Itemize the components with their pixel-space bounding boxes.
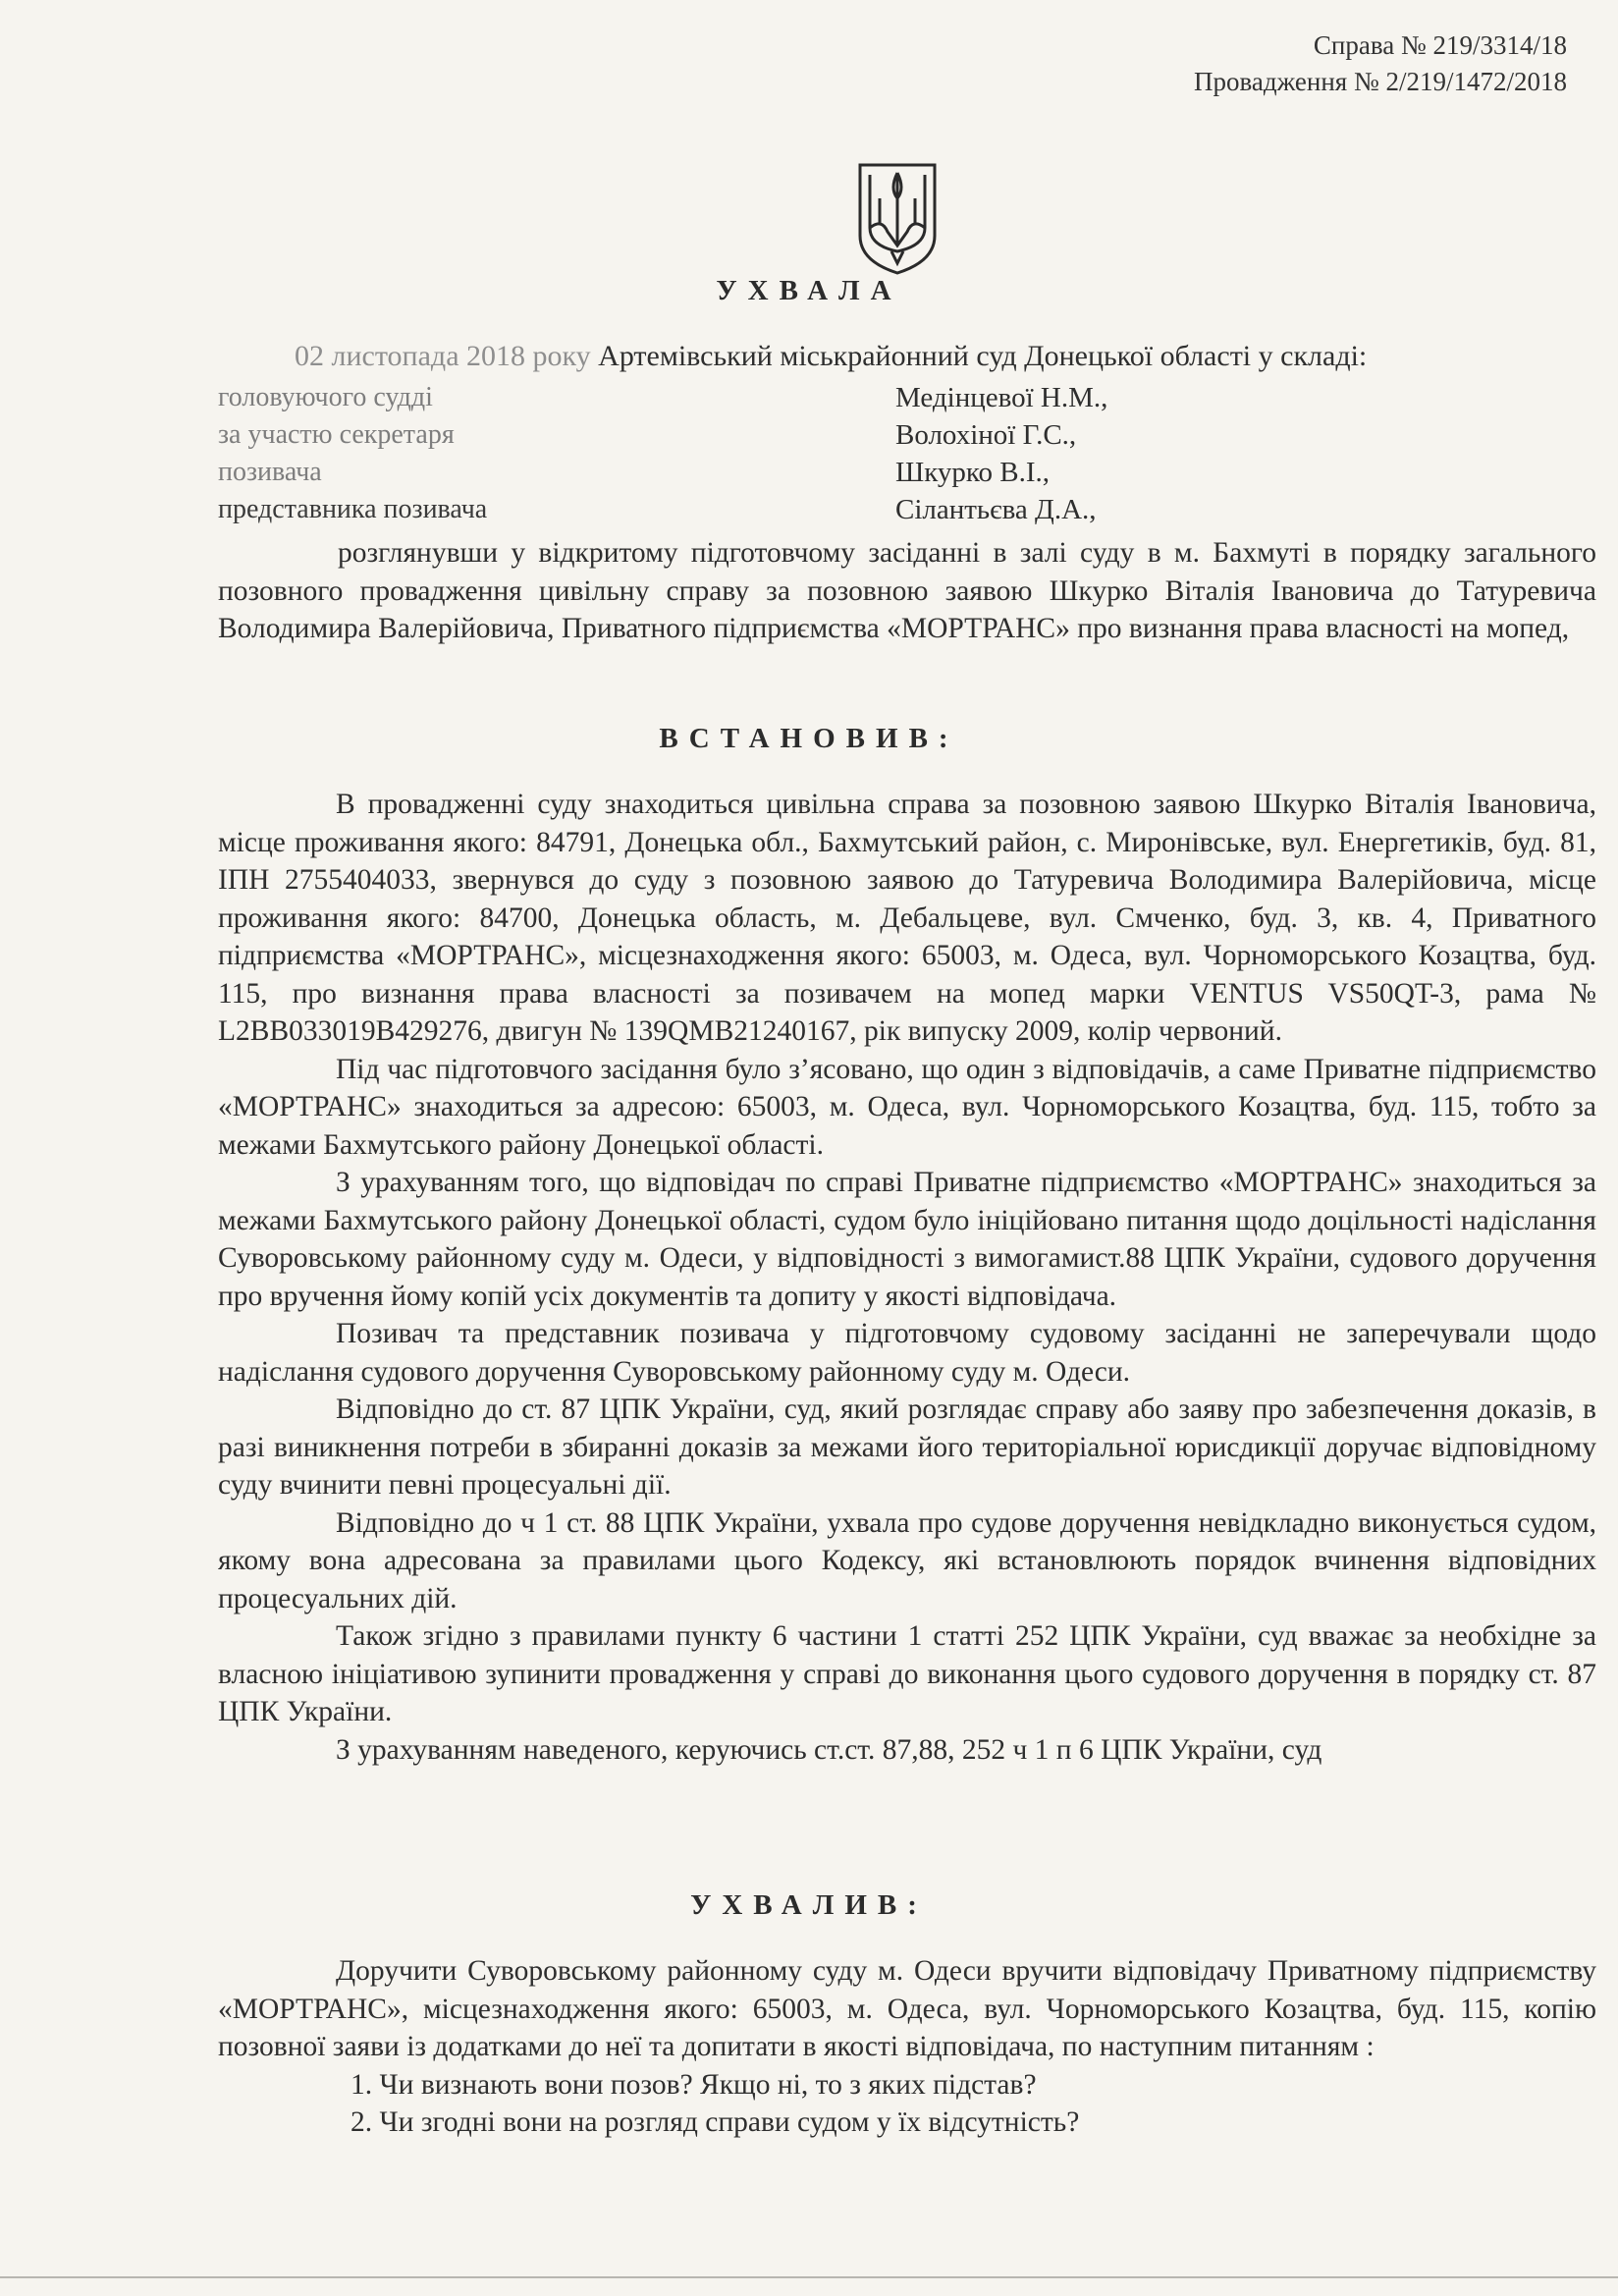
role-label: за участю секретаря xyxy=(218,419,455,450)
section-ruled-heading: УХВАЛИВ: xyxy=(690,1889,928,1921)
question-item: 1. Чи визнають вони позов? Якщо ні, то з яких підстав? xyxy=(351,2068,1037,2101)
ruling-section xyxy=(218,1952,1596,2142)
role-name: Медінцевої Н.М., xyxy=(895,382,1108,413)
intro-line xyxy=(295,340,1367,373)
court-name: Артемівський міськрайонний суд Донецької області у складі: xyxy=(598,340,1368,372)
reviewed-paragraph-block xyxy=(218,534,1596,648)
panel-names xyxy=(895,379,1107,528)
established-paragraph: Позивач та представник позивача у підготовчому судовому засіданні не заперечували щодо надіслання судового доручення Суворовському районному суду м. Одеси. xyxy=(218,1318,1596,1388)
reviewed-paragraph: розглянувши у відкритому підготовчому засіданні в залі суду в м. Бахмуті в порядку загального позовного провадження цивільну справу за позовною заявою Шкурко Віталія Івановича до Татуревича Володимира Валерійовича, Приватного підприємства «МОРТРАНС» про визнання права власності на мопед, xyxy=(218,537,1596,644)
established-section xyxy=(218,786,1596,1769)
trident-emblem-icon xyxy=(852,159,943,277)
section-established-heading: ВСТАНОВИВ: xyxy=(659,723,959,754)
role-label: позивача xyxy=(218,457,322,487)
ruling-paragraph: Доручити Суворовському районному суду м. Одеси вручити відповідачу Приватному підприємству «МОРТРАНС», місцезнаходження якого: 65003, м. Одеса, вул. Чорноморського Козацтва, буд. 115, копію позовної заяви із додатками до неї та допитати в якості відповідача, по наступним питанням : xyxy=(218,1955,1596,2062)
established-paragraph: В провадженні суду знаходиться цивільна справа за позовною заявою Шкурко Віталія Івановича, місце проживання якого: 84791, Донецька обл., Бахмутський район, с. Миронівське, вул. Енергетиків, буд. 81, ІПН 2755404033, звернувся до суду з позовною заявою до Татуревича Володимира Валерійовича, місце проживання якого: 84700, Донецька область, м. Дебальцеве, вул. Смченко, буд. 3, кв. 4, Приватного підприємства «МОРТРАНС», місцезнаходження якого: 65003, м. Одеса, вул. Чорноморського Козацтва, буд. 115, про визнання права власності за позивачем на мопед марки VENTUS VS50QT-3, рама № L2BB033019B429276, двигун № 139QMB21240167, рік випуску 2009, колір червоний. xyxy=(218,789,1596,1047)
case-number: Справа № 219/3314/18 xyxy=(1313,30,1567,60)
page-bottom-edge xyxy=(0,2276,1618,2278)
role-label: представника позивача xyxy=(218,494,488,524)
established-paragraph: Також згідно з правилами пункту 6 частини 1 статті 252 ЦПК України, суд вважає за необхідне за власною ініціативою зупинити провадження у справі до виконання цього судового доручення в порядку ст. 87 ЦПК України. xyxy=(218,1620,1596,1727)
question-item: 2. Чи згодні вони на розгляд справи судом у їх відсутність? xyxy=(351,2106,1080,2138)
established-paragraph: Відповідно до ст. 87 ЦПК України, суд, який розглядає справу або заяву про забезпечення доказів, в разі виникнення потреби в збиранні доказів за межами його територіальної юрисдикції доручає відповідному суду вчинити певні процесуальні дії. xyxy=(218,1394,1596,1501)
role-label: головуючого судді xyxy=(218,382,433,412)
hearing-date: 02 листопада 2018 року xyxy=(295,340,591,372)
panel-roles xyxy=(218,379,487,528)
established-paragraph: З урахуванням наведеного, керуючись ст.ст. 87,88, 252 ч 1 п 6 ЦПК України, суд xyxy=(336,1733,1322,1766)
established-paragraph: Відповідно до ч 1 ст. 88 ЦПК України, ухвала про судове доручення невідкладно виконується судом, якому вона адресована за правилами цього Кодексу, які встановлюють порядок вчинення відповідних процесуальних дій. xyxy=(218,1506,1596,1614)
role-name: Волохіної Г.С., xyxy=(895,419,1077,451)
role-name: Шкурко В.І., xyxy=(895,457,1051,488)
established-paragraph: Під час підготовчого засідання було з’ясовано, що один з відповідачів, а саме Приватне підприємство «МОРТРАНС» знаходиться за адресою: 65003, м. Одеса, вул. Чорноморського Козацтва, буд. 115, тобто за межами Бахмутського району Донецької області. xyxy=(218,1053,1596,1161)
role-name: Сілантьєва Д.А., xyxy=(895,494,1097,525)
document-title: УХВАЛА xyxy=(716,275,902,306)
proceeding-number: Провадження № 2/219/1472/2018 xyxy=(1194,67,1567,96)
case-reference xyxy=(1194,27,1567,100)
established-paragraph: З урахуванням того, що відповідач по справі Приватне підприємство «МОРТРАНС» знаходиться за межами Бахмутського району Донецької області, судом було ініційовано питання щодо доцільності надіслання Суворовському районному суду м. Одеси, у відповідності з вимогамист.88 ЦПК України, судового доручення про вручення йому копій усіх документів та допиту у якості відповідача. xyxy=(218,1167,1596,1312)
